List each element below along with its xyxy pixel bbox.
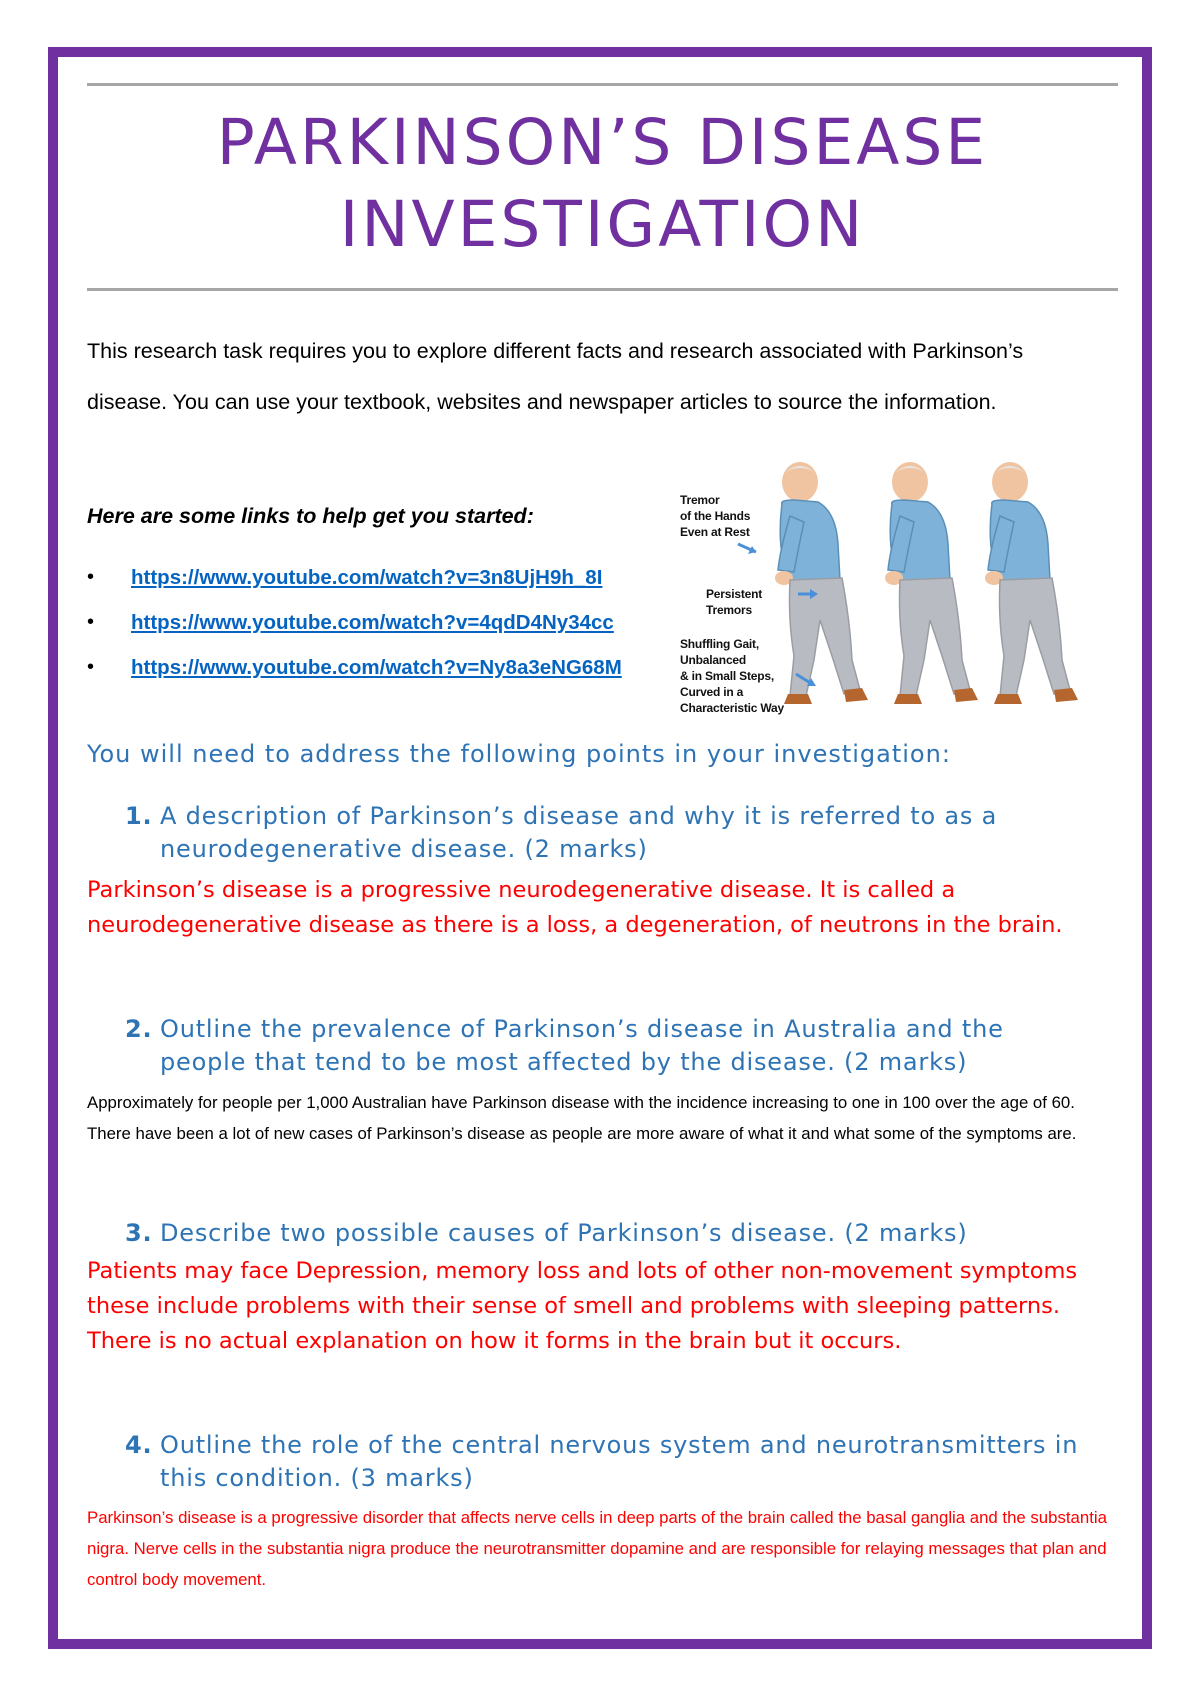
persistent-tremors-label: Persistent Tremors [706, 587, 763, 617]
youtube-link-3[interactable]: https://www.youtube.com/watch?v=Ny8a3eNG68M [131, 656, 622, 679]
youtube-link-1[interactable]: https://www.youtube.com/watch?v=3n8UjH9h_8I [131, 566, 603, 589]
question-number: 4. [125, 1431, 153, 1459]
shuffling-gait-label: Shuffling Gait, Unbalanced & in Small Steps, Curved in a Characteristic Way [680, 637, 785, 715]
bullet-icon: • [87, 656, 95, 678]
parkinsons-posture-illustration [680, 448, 1100, 720]
question-number: 3. [125, 1219, 153, 1247]
figure-3 [985, 462, 1078, 704]
list-item [87, 566, 622, 611]
question-text: Describe two possible causes of Parkinson’s disease. (2 marks) [160, 1219, 968, 1247]
question-text: Outline the role of the central nervous system and neurotransmitters in this condition. (3 marks) [160, 1431, 1079, 1492]
figure-1 [775, 462, 868, 704]
list-item [87, 656, 622, 701]
points-heading: You will need to address the following points in your investigation: [87, 740, 951, 768]
title-bottom-rule [87, 288, 1118, 291]
links-heading: Here are some links to help get you started: [87, 504, 534, 528]
page-title: PARKINSON’S DISEASE INVESTIGATION [216, 106, 989, 261]
question-2 [125, 1013, 1105, 1079]
question-number: 2. [125, 1015, 153, 1043]
answer-1: Parkinson’s disease is a progressive neurodegenerative disease. It is called a neurodegenerative disease as there is a loss, a degeneration, of neutrons in the brain. [87, 877, 1063, 938]
intro-paragraph: This research task requires you to explore different facts and research associated with Parkinson’s disease. You can use your textbook, websites and newspaper articles to source the information. [87, 339, 1024, 414]
question-1 [125, 800, 1105, 866]
answer-4: Parkinson’s disease is a progressive disorder that affects nerve cells in deep parts of the brain called the basal ganglia and the substantia nigra. Nerve cells in the substantia nigra produce the neurotransmitter dopamine and are responsible for relaying messages that plan and control body movement. [87, 1508, 1107, 1589]
question-text: Outline the prevalence of Parkinson’s disease in Australia and the people that tend to be most affected by the disease. (2 marks) [160, 1015, 1004, 1076]
bullet-icon: • [87, 566, 95, 588]
figure-2 [885, 462, 978, 704]
tremor-label: Tremor of the Hands Even at Rest [680, 493, 751, 539]
answer-2: Approximately for people per 1,000 Australian have Parkinson disease with the incidence increasing to one in 100 over the age of 60. There have been a lot of new cases of Parkinson’s disease as people are more aware of what it and what some of the symptoms are. [87, 1093, 1077, 1143]
question-text: A description of Parkinson’s disease and why it is referred to as a neurodegenerative disease. (2 marks) [160, 802, 998, 863]
list-item [87, 611, 622, 656]
links-list [87, 566, 622, 701]
bullet-icon: • [87, 611, 95, 633]
youtube-link-2[interactable]: https://www.youtube.com/watch?v=4qdD4Ny34cc [131, 611, 614, 634]
title-top-rule [87, 83, 1118, 86]
question-4 [125, 1429, 1105, 1495]
answer-3: Patients may face Depression, memory loss and lots of other non-movement symptoms these include problems with their sense of smell and problems with sleeping patterns. There is no actual explanation on how it forms in the brain but it occurs. [87, 1258, 1078, 1354]
question-3 [125, 1217, 1105, 1250]
question-number: 1. [125, 802, 153, 830]
